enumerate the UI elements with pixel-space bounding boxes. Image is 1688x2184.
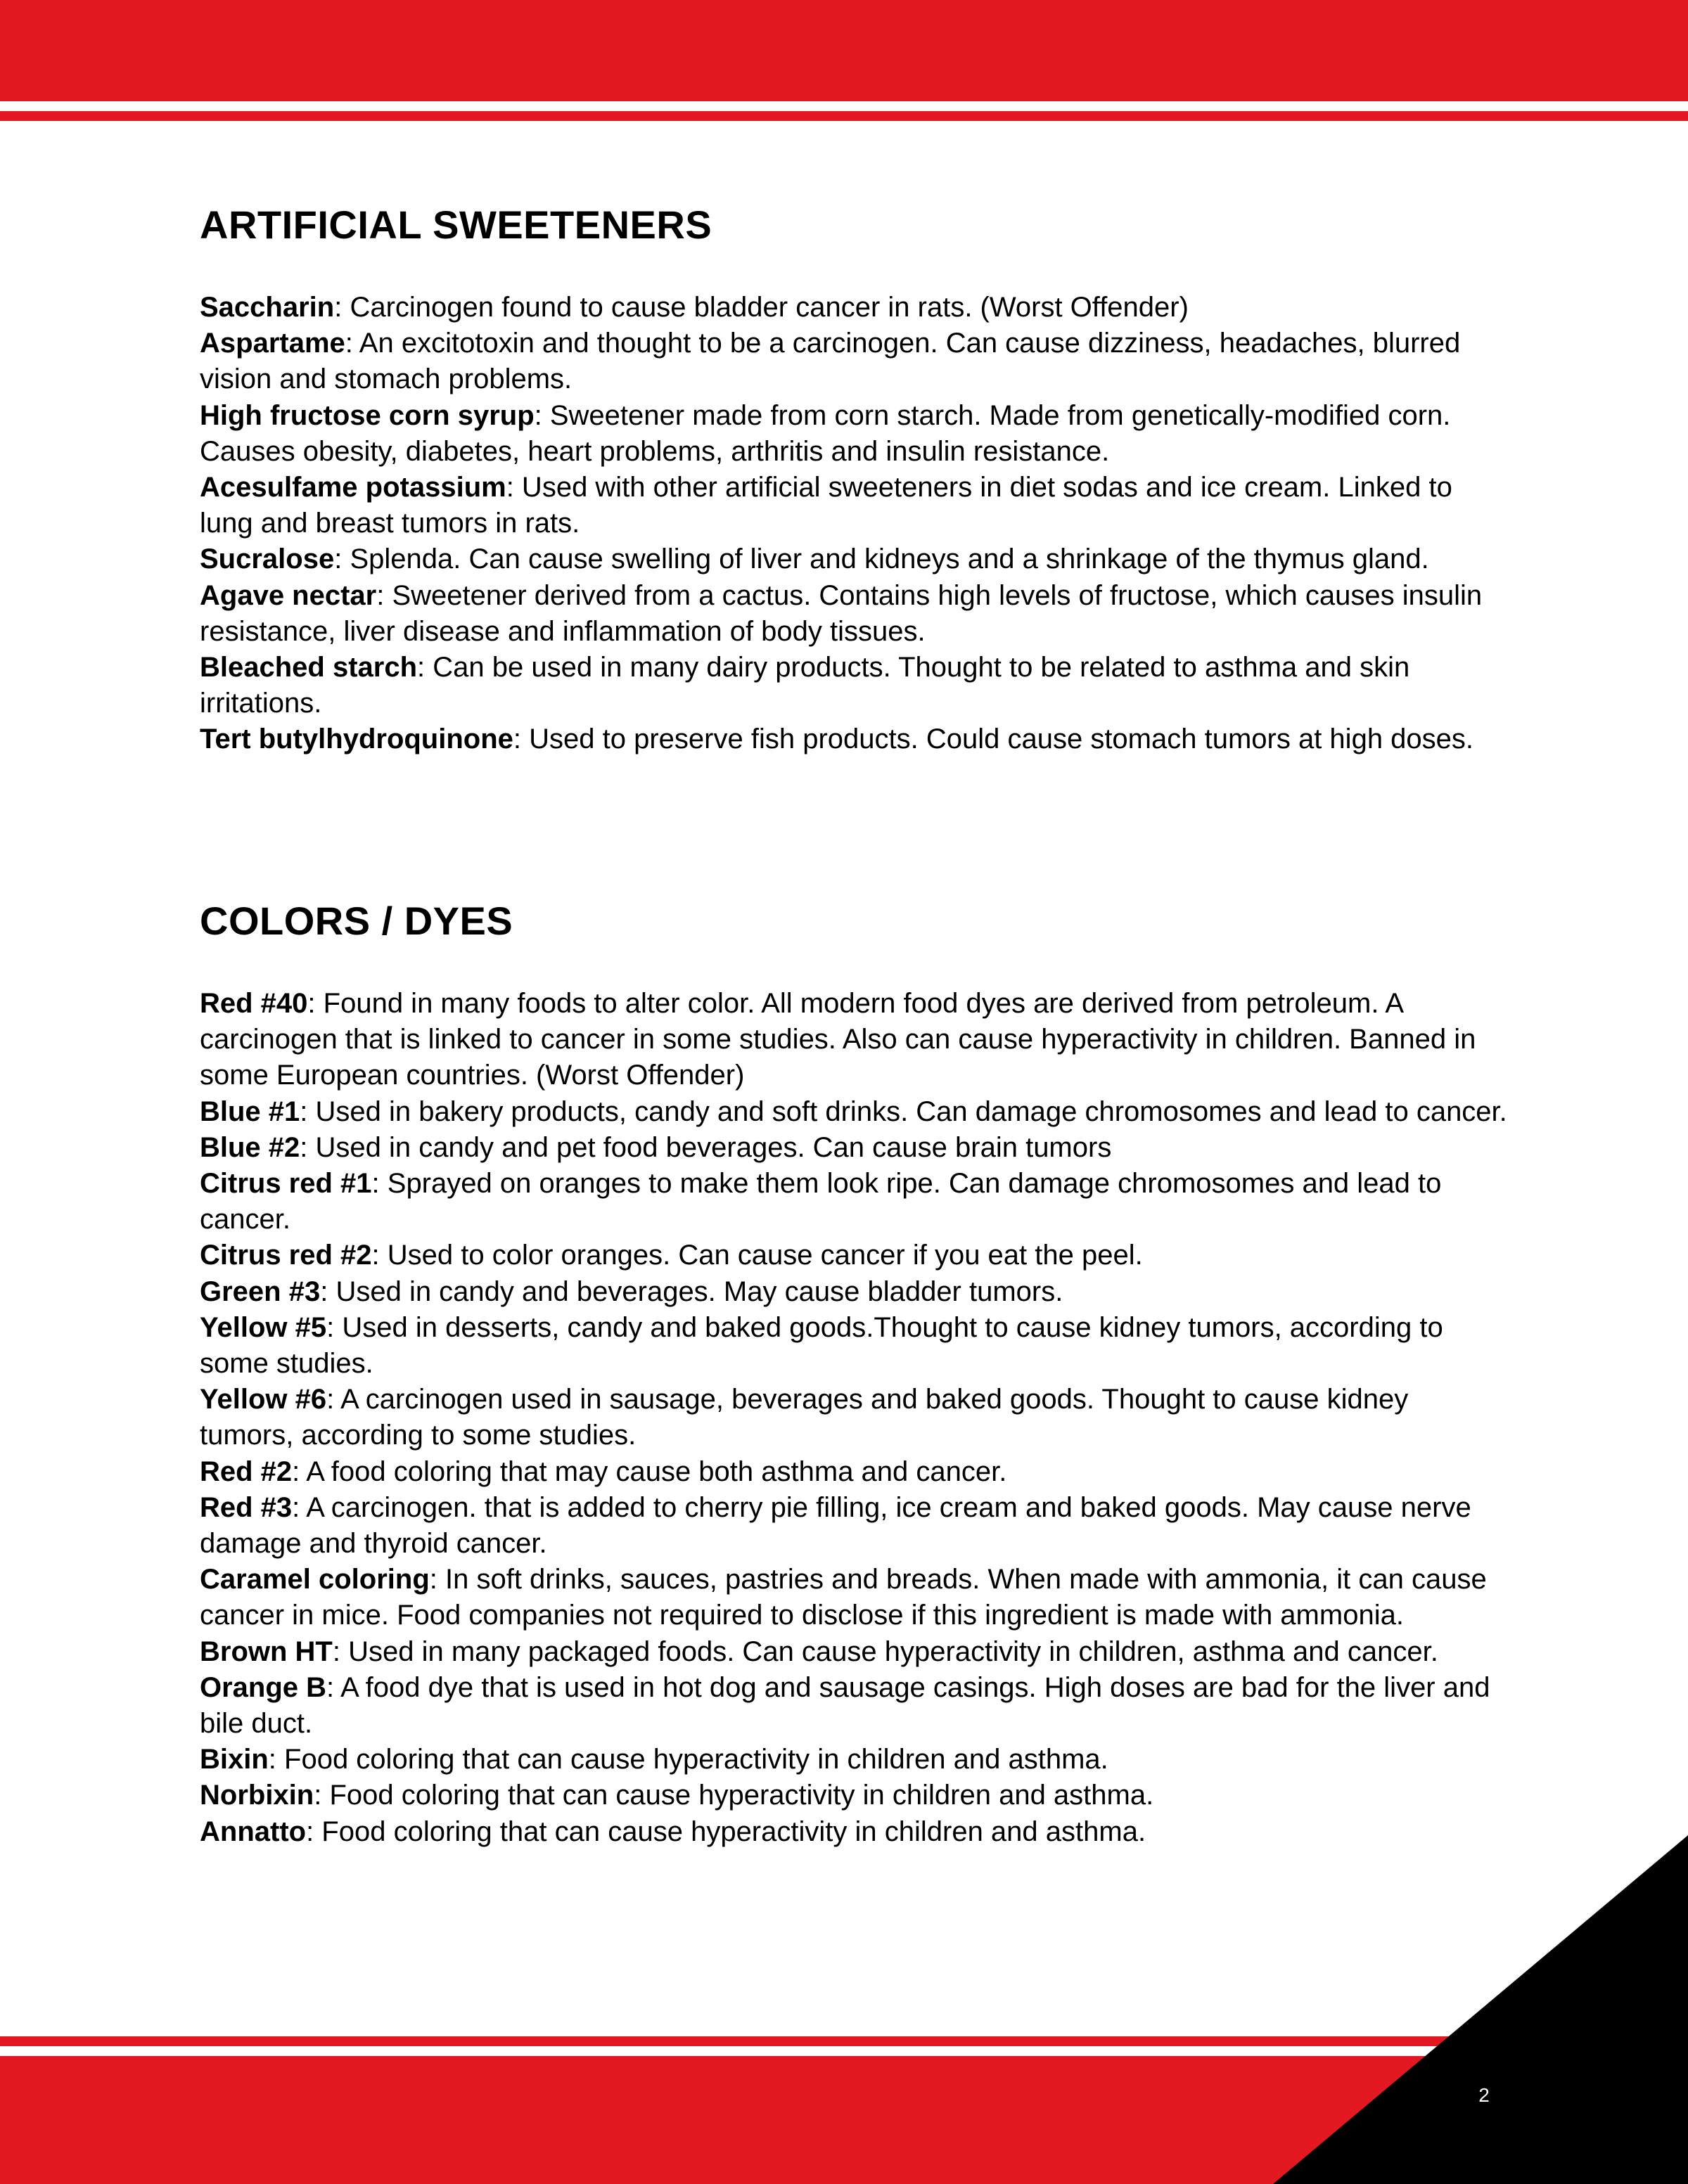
section-heading: COLORS / DYES [200, 899, 513, 943]
entry-term: Annatto [200, 1816, 307, 1847]
entry-term: Blue #2 [200, 1131, 300, 1163]
entry-description: : Sweetener derived from a cactus. Contains high levels of fructose, which causes insulin resistance, liver disease and inflammation of body tissues. [200, 579, 1483, 647]
entry-term: Brown HT [200, 1636, 333, 1667]
entry-term: High fructose corn syrup [200, 399, 535, 431]
entry-description: : Splenda. Can cause swelling of liver and kidneys and a shrinkage of the thymus gland. [334, 544, 1429, 575]
entry-term: Agave nectar [200, 579, 377, 611]
entry-description: : An excitotoxin and thought to be a carcinogen. Can cause dizziness, headaches, blurred vision and stomach problems. [200, 328, 1461, 395]
entry-term: Red #3 [200, 1491, 293, 1523]
entry-term: Norbixin [200, 1780, 314, 1811]
entry-term: Saccharin [200, 292, 335, 323]
entry-description: : A food dye that is used in hot dog and sausage casings. High doses are bad for the liver and bile duct. [200, 1671, 1490, 1740]
entry-term: Caramel coloring [200, 1564, 430, 1595]
entry-term: Red #40 [200, 988, 308, 1019]
entry-description: : Used in desserts, candy and baked goods.Thought to cause kidney tumors, according to some studies. [200, 1311, 1443, 1380]
entry-term: Sucralose [200, 544, 335, 575]
entry-description: : Sprayed on oranges to make them look ripe. Can damage chromosomes and lead to cancer. [200, 1168, 1442, 1235]
entry-description: : Used to color oranges. Can cause cancer if you eat the peel. [371, 1240, 1143, 1271]
page-number: 2 [1478, 2084, 1490, 2106]
section-heading: ARTIFICIAL SWEETENERS [200, 203, 712, 247]
entry-description: : Used to preserve fish products. Could cause stomach tumors at high doses. [513, 724, 1474, 755]
entry-term: Acesulfame potassium [200, 472, 506, 503]
entry-description: : Found in many foods to alter color. All modern food dyes are derived from petroleum. A carcinogen that is linked to cancer in some studies. Also can cause hyperactivity in children. Banned in some European countries. (Worst Offender) [200, 988, 1476, 1091]
entry-term: Red #2 [200, 1456, 293, 1487]
entry-term: Blue #1 [200, 1096, 300, 1127]
entry-description: : Food coloring that can cause hyperactivity in children and asthma. [306, 1816, 1146, 1847]
entry-description: : Used in candy and beverages. May cause bladder tumors. [320, 1276, 1063, 1307]
entry-term: Green #3 [200, 1276, 321, 1307]
entry-description: : Food coloring that can cause hyperactivity in children and asthma. [314, 1780, 1154, 1811]
entry-description: : Food coloring that can cause hyperactivity in children and asthma. [268, 1744, 1108, 1775]
entry-description: : A carcinogen used in sausage, beverages and baked goods. Thought to cause kidney tumors, according to some studies. [200, 1384, 1409, 1451]
entry-description: : Used in bakery products, candy and soft drinks. Can damage chromosomes and lead to cancer. [300, 1096, 1507, 1127]
corner-triangle-shape [1273, 1835, 1688, 2184]
entry-description: : Sweetener made from corn starch. Made from genetically-modified corn. Causes obesity, diabetes, heart problems, arthritis and insulin resistance. [200, 399, 1451, 467]
entry-term: Citrus red #1 [200, 1168, 372, 1200]
entry-description: : Used with other artificial sweeteners in diet sodas and ice cream. Linked to lung and breast tumors in rats. [200, 472, 1452, 539]
entry-term: Tert butylhydroquinone [200, 724, 513, 755]
entry-description: : Carcinogen found to cause bladder cancer in rats. (Worst Offender) [334, 292, 1189, 323]
entry-term: Orange B [200, 1671, 327, 1703]
entry-term: Yellow #6 [200, 1384, 327, 1415]
entry-term: Yellow #5 [200, 1311, 327, 1343]
entry-description: : Can be used in many dairy products. Thought to be related to asthma and skin irritations. [200, 652, 1410, 719]
entry-description: : Used in many packaged foods. Can cause hyperactivity in children, asthma and cancer. [332, 1636, 1438, 1667]
entry-term: Aspartame [200, 328, 345, 359]
entry-term: Bixin [200, 1744, 269, 1775]
entry-description: : Used in candy and pet food beverages. Can cause brain tumors [300, 1131, 1112, 1163]
entry-term: Bleached starch [200, 652, 418, 683]
entry-term: Citrus red #2 [200, 1240, 372, 1271]
entry-description: : In soft drinks, sauces, pastries and breads. When made with ammonia, it can cause cancer in mice. Food companies not required to disclose if this ingredient is made with ammonia. [200, 1564, 1487, 1631]
entry-description: : A carcinogen. that is added to cherry pie filling, ice cream and baked goods. May cause nerve damage and thyroid cancer. [200, 1491, 1471, 1560]
entry-description: : A food coloring that may cause both asthma and cancer. [292, 1456, 1007, 1487]
